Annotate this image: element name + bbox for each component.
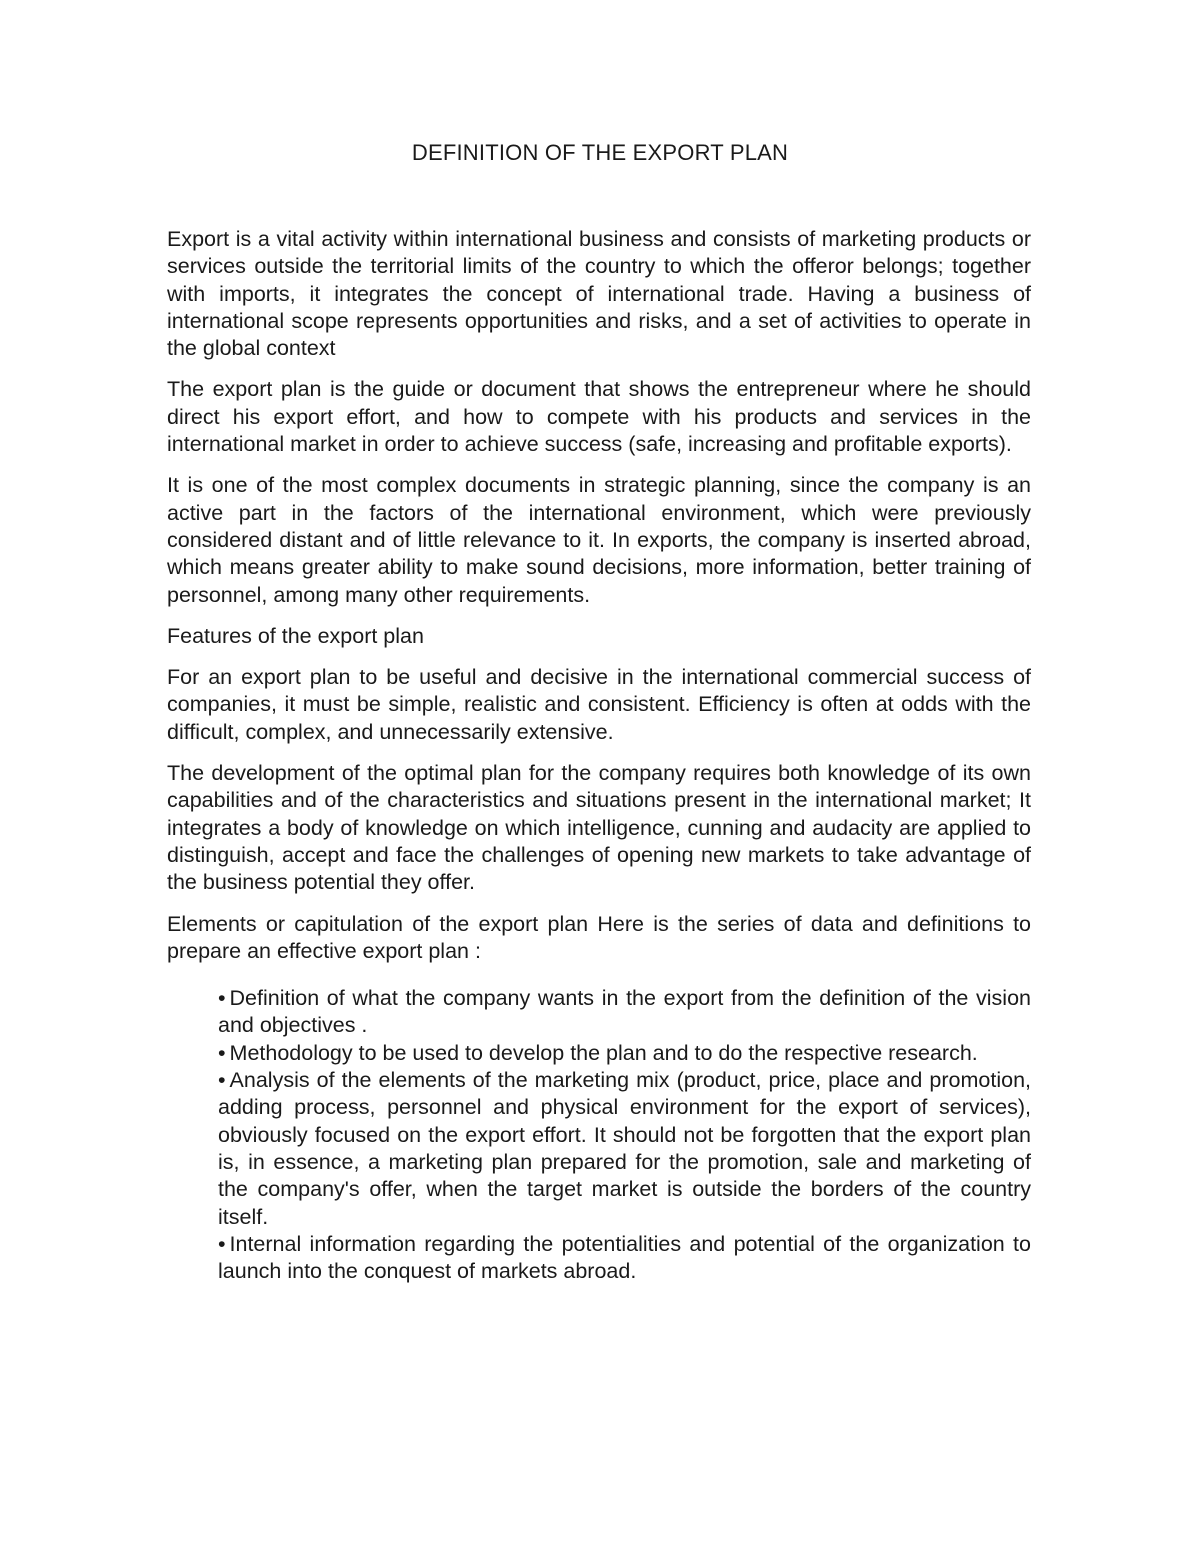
paragraph-export-definition: Export is a vital activity within international business and consists of marketing products or services outside the territorial limits of the country to which the offeror belongs; together with imports, it integrates the concept of international trade. Having a business of international scope represents opportunities and risks, and a set of activities to operate in the global context bbox=[167, 227, 1031, 361]
paragraph-export-plan-guide: The export plan is the guide or document that shows the entrepreneur where he should direct his export effort, and how to compete with his products and services in the international market in order to achieve success (safe, increasing and profitable exports). bbox=[167, 377, 1031, 457]
paragraph-elements-intro: Elements or capitulation of the export plan Here is the series of data and definitions to prepare an effective export plan : bbox=[167, 911, 1031, 963]
bullet-icon: • bbox=[218, 1231, 226, 1256]
bullet-text: Internal information regarding the potentialities and potential of the organization to launch into the conquest of markets abroad. bbox=[218, 1231, 1031, 1284]
paragraph-complex-documents: It is one of the most complex documents in strategic planning, since the company is an active part in the factors of the international environment, which were previously considered distant and of little relevance to it. In exports, the company is inserted abroad, which means greater ability to make sound decisions, more information, better training of personnel, among many other requirements. bbox=[167, 473, 1031, 607]
bullet-icon: • bbox=[218, 1040, 226, 1065]
bullet-text: Methodology to be used to develop the plan and to do the respective research. bbox=[229, 1040, 978, 1065]
list-item bbox=[218, 985, 1031, 1040]
section-heading-features: Features of the export plan bbox=[167, 623, 424, 648]
bullet-icon: • bbox=[218, 1068, 226, 1093]
document-title: DEFINITION OF THE EXPORT PLAN bbox=[411, 140, 789, 165]
paragraph-useful-plan: For an export plan to be useful and decisive in the international commercial success of companies, it must be simple, realistic and consistent. Efficiency is often at odds with the difficult, complex, and unnecessarily extensive. bbox=[167, 665, 1031, 744]
elements-bullet-list bbox=[218, 985, 1031, 1285]
paragraph-optimal-plan: The development of the optimal plan for the company requires both knowledge of its own capabilities and of the characteristics and situations present in the international market; It integrates a body of knowledge on which intelligence, cunning and audacity are applied to distinguish, accept and face the challenges of opening new markets to take advantage of the business potential they offer. bbox=[167, 761, 1031, 895]
list-item bbox=[218, 1040, 1031, 1067]
list-item bbox=[218, 1231, 1031, 1286]
document-body bbox=[167, 226, 1031, 1285]
bullet-text: Analysis of the elements of the marketing mix (product, price, place and promotion, adding process, personnel and physical environment for the export of services), obviously focused on the export effort. It should not be forgotten that the export plan is, in essence, a marketing plan prepared for the promotion, sale and marketing of the company's offer, when the target market is outside the borders of the country itself. bbox=[218, 1068, 1031, 1229]
list-item bbox=[218, 1067, 1031, 1231]
bullet-icon: • bbox=[218, 986, 226, 1011]
bullet-text: Definition of what the company wants in the export from the definition of the vision and objectives . bbox=[218, 986, 1031, 1038]
